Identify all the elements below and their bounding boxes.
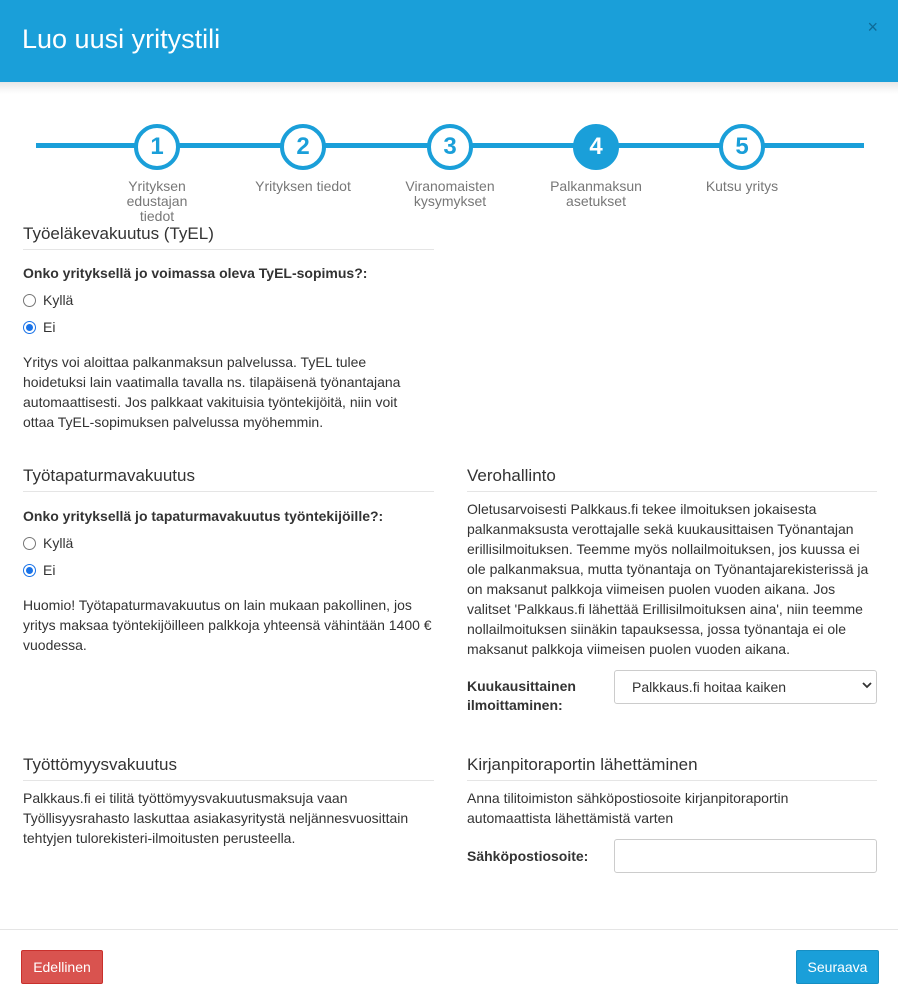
report-title: Kirjanpitoraportin lähettäminen (467, 755, 877, 781)
accident-option-no[interactable] (23, 562, 55, 578)
tyel-title: Työeläkevakuutus (TyEL) (23, 224, 434, 250)
accident-no-radio[interactable] (23, 564, 36, 577)
step-4-label: Palkanmaksun asetukset (550, 178, 642, 209)
tax-title: Verohallinto (467, 466, 877, 492)
tyel-info: Yritys voi aloittaa palkanmaksun palvelussa. TyEL tulee hoidetuksi lain vaatimalla tavalla ns. tilapäisenä työnantajana automaattisesti. Jos palkkaat vakituisia työntekijöitä, niin voit ottaa TyEL-sopimuksen palvelussa myöhemmin. (23, 354, 401, 430)
step-4 (526, 124, 666, 209)
step-5-number: 5 (719, 124, 765, 170)
dialog-header (0, 0, 898, 82)
unemployment-title: Työttömyysvakuutus (23, 755, 434, 781)
accident-no-label: Ei (43, 562, 56, 578)
footer-divider (0, 929, 898, 930)
progress-stepper (0, 120, 898, 224)
accident-question: Onko yrityksellä jo tapaturmavakuutus työntekijöille?: (23, 508, 384, 524)
accident-option-yes[interactable] (23, 535, 73, 551)
tyel-yes-radio[interactable] (23, 294, 36, 307)
tyel-no-label: Ei (43, 319, 56, 335)
accident-yes-label: Kyllä (43, 535, 74, 551)
monthly-reporting-select[interactable] (614, 670, 877, 704)
step-2-label: Yrityksen tiedot (255, 178, 351, 194)
step-3-number: 3 (427, 124, 473, 170)
chevron-down-icon (862, 680, 872, 690)
step-2-number: 2 (280, 124, 326, 170)
accident-yes-radio[interactable] (23, 537, 36, 550)
email-input[interactable] (614, 839, 877, 873)
header-divider (0, 82, 898, 94)
email-label: Sähköpostiosoite: (467, 848, 589, 864)
close-icon[interactable]: × (867, 17, 878, 37)
monthly-reporting-value: Palkkaus.fi hoitaa kaiken (632, 679, 787, 695)
tyel-question: Onko yrityksellä jo voimassa oleva TyEL-sopimus?: (23, 265, 368, 281)
step-1 (87, 124, 227, 224)
tyel-no-radio[interactable] (23, 321, 36, 334)
step-4-number: 4 (573, 124, 619, 170)
dialog-title: Luo uusi yritystili (22, 24, 221, 54)
accident-title: Työtapaturmavakuutus (23, 466, 434, 492)
step-1-label: Yrityksen edustajan tiedot (126, 178, 188, 224)
tyel-option-no[interactable] (23, 319, 55, 335)
step-1-number: 1 (134, 124, 180, 170)
step-3-label: Viranomaisten kysymykset (405, 178, 495, 209)
unemployment-info: Palkkaus.fi ei tilitä työttömyysvakuutusmaksuja vaan Työllisyysrahasto laskuttaa asiakasyritystä neljännesvuosittain tehtyjen tulorekisteri-ilmoitusten perusteella. (23, 790, 409, 846)
step-5 (672, 124, 812, 194)
tyel-yes-label: Kyllä (43, 292, 74, 308)
accident-info: Huomio! Työtapaturmavakuutus on lain mukaan pakollinen, jos yritys maksaa työntekijöilleen palkkoja yhteensä vähintään 1400 € vuodessa. (23, 597, 432, 653)
next-button[interactable]: Seuraava (796, 950, 879, 984)
previous-button[interactable]: Edellinen (21, 950, 103, 984)
step-2 (233, 124, 373, 194)
monthly-reporting-label: Kuukausittainen ilmoittaminen: (467, 678, 576, 713)
report-info: Anna tilitoimiston sähköpostiosoite kirjanpitoraportin automaattista lähettämistä varten (467, 790, 789, 826)
tyel-option-yes[interactable] (23, 292, 73, 308)
step-5-label: Kutsu yritys (705, 178, 779, 194)
tax-info: Oletusarvoisesti Palkkaus.fi tekee ilmoituksen jokaisesta palkanmaksusta verottajalle sekä kuukausittaisen Työnantajan erillisilmoituksen. Teemme myös nollailmoituksen, jos kuussa ei ole palkanmaksua, mutta työnantaja on Työnantajarekisterissä ja on maksanut palkkoja viimeisen puolen vuoden aikana. Jos valitset 'Palkkaus.fi lähettää Erillisilmoituksen aina', niin teemme nollailmoituksen siinäkin tapauksessa, jossa työnantaja ei ole maksanut palkkoja viimeisen puolen vuoden aikana. (467, 501, 869, 657)
step-3 (380, 124, 520, 209)
